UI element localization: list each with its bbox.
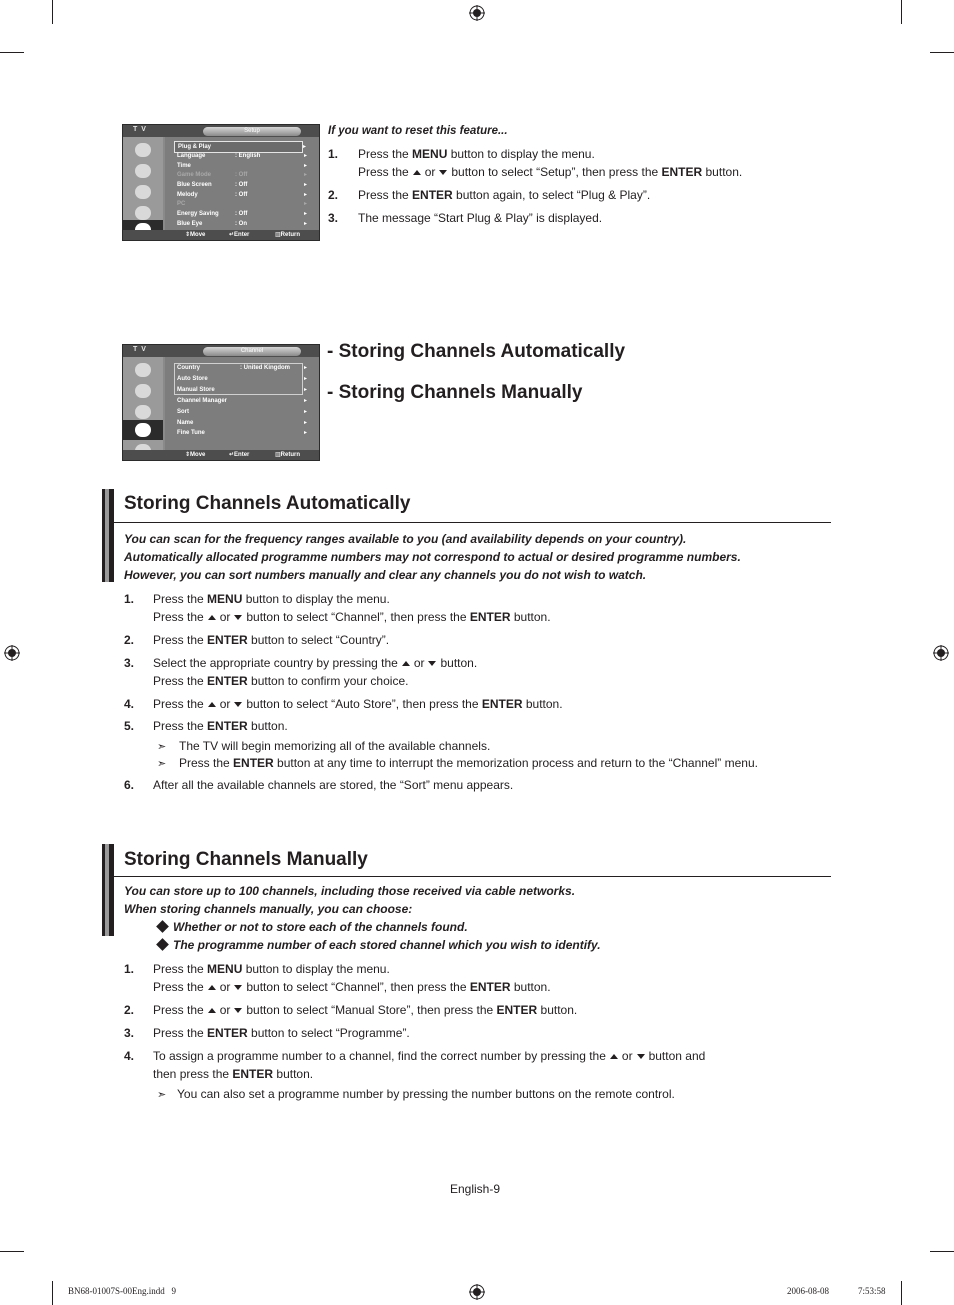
up-arrow-icon [208, 1008, 216, 1013]
menu-list [165, 137, 319, 230]
menu-sidebar [123, 357, 163, 450]
return-hint: Return [280, 452, 301, 458]
registration-mark-icon [469, 1284, 485, 1300]
picture-icon [135, 363, 151, 377]
menu-item: Name ▸ [177, 420, 307, 426]
down-arrow-icon [234, 615, 242, 620]
down-arrow-icon [234, 1008, 242, 1013]
section-bar [102, 844, 114, 936]
registration-mark-icon [469, 5, 485, 21]
menu-list [165, 357, 319, 450]
note-arrow-icon: ➣ [157, 1089, 167, 1101]
manual-bullet: Whether or not to store each of the channels found. [158, 918, 468, 936]
auto-step-3-line-2: Press the ENTER button to confirm your choice. [153, 674, 409, 688]
step-number: 1. [124, 962, 135, 976]
diamond-bullet-icon [156, 938, 169, 951]
menu-item: Time ▸ [177, 163, 307, 169]
menu-item: Country : United Kingdom ▸ [177, 365, 307, 371]
menu-item: PC ▸ [177, 201, 307, 207]
reset-step-2: Press the ENTER button again, to select “Plug & Play”. [358, 188, 651, 202]
up-arrow-icon [208, 615, 216, 620]
menu-item: Sort ▸ [177, 409, 307, 415]
manual-step-3: Press the ENTER button to select “Programme”. [153, 1026, 410, 1040]
crop-mark [52, 1281, 53, 1305]
menu-item: Auto Store ▸ [177, 376, 307, 382]
step-number: 4. [124, 697, 135, 711]
menu-item: Melody : Off ▸ [177, 192, 307, 198]
menu-item: Channel Manager ▸ [177, 398, 307, 404]
down-arrow-icon [234, 702, 242, 707]
step-number: 2. [328, 188, 339, 202]
step-number: 1. [124, 592, 135, 606]
crop-mark [0, 52, 24, 53]
channel-menu-screenshot [122, 344, 320, 461]
channel-icon [135, 405, 151, 419]
step-number: 5. [124, 719, 135, 733]
menu-footer: ⇕ Move ↵ Enter ▥ Return [123, 230, 319, 240]
crop-mark [930, 52, 954, 53]
step-number: 3. [328, 211, 339, 225]
channel-icon [135, 185, 151, 199]
manual-step-2: Press the or button to select “Manual Store”, then press the ENTER button. [153, 1003, 578, 1017]
section-rule [114, 522, 831, 523]
auto-intro: Automatically allocated programme numbers may not correspond to actual or desired programme numbers. [124, 550, 741, 564]
menu-item: Language : English ▸ [177, 153, 307, 159]
auto-note-1: ➣ The TV will begin memorizing all of the available channels. [157, 737, 490, 756]
enter-hint: Enter [234, 232, 250, 238]
note-arrow-icon: ➣ [157, 758, 167, 770]
input-icon [135, 423, 151, 437]
manual-intro: When storing channels manually, you can choose: [124, 902, 413, 916]
return-hint: Return [280, 232, 301, 238]
down-arrow-icon [637, 1054, 645, 1059]
tv-label: T V [133, 126, 147, 133]
menu-item: Energy Saving : Off ▸ [177, 211, 307, 217]
section-title-manual: Storing Channels Manually [124, 849, 368, 870]
up-arrow-icon [610, 1054, 618, 1059]
down-arrow-icon [428, 661, 436, 666]
auto-step-5: Press the ENTER button. [153, 719, 288, 733]
down-arrow-icon [234, 985, 242, 990]
menu-item: Blue Eye : On ▸ [177, 221, 307, 227]
manual-step-1-line-2: Press the or button to select “Channel”, then press the ENTER button. [153, 980, 551, 994]
step-number: 2. [124, 633, 135, 647]
section-bar [102, 489, 114, 582]
manual-bullet: The programme number of each stored channel which you wish to identify. [158, 936, 601, 954]
auto-step-4: Press the or button to select “Auto Store”, then press the ENTER button. [153, 697, 563, 711]
crop-mark [901, 0, 902, 24]
menu-item: Fine Tune ▸ [177, 430, 307, 436]
note-arrow-icon: ➣ [157, 741, 167, 753]
up-arrow-icon [402, 661, 410, 666]
setup-menu-screenshot [122, 124, 320, 241]
menu-item: Manual Store ▸ [177, 387, 307, 393]
heading-auto-store: - Storing Channels Automatically [327, 341, 626, 362]
heading-manual-store: - Storing Channels Manually [327, 382, 583, 403]
menu-sidebar [123, 137, 163, 230]
page-number: English-9 [450, 1182, 501, 1196]
tv-label: T V [133, 346, 147, 353]
menu-title: Channel [203, 347, 301, 356]
auto-note-2: ➣ Press the ENTER button at any time to interrupt the memorization process and return to the “Channel” menu. [157, 754, 758, 773]
up-arrow-icon [208, 702, 216, 707]
manual-step-4-line-1: To assign a programme number to a channel, find the correct number by pressing the or button and [153, 1049, 706, 1063]
menu-item: Blue Screen : Off ▸ [177, 182, 307, 188]
step-number: 2. [124, 1003, 135, 1017]
auto-intro: You can scan for the frequency ranges available to you (and availability depends on your country). [124, 532, 687, 546]
crop-mark [52, 0, 53, 24]
menu-title-bar [123, 125, 319, 137]
registration-mark-icon [4, 645, 20, 661]
up-arrow-icon [208, 985, 216, 990]
crop-mark [930, 1251, 954, 1252]
auto-step-2: Press the ENTER button to select “Country”. [153, 633, 390, 647]
enter-hint: Enter [234, 452, 250, 458]
auto-step-3-line-1: Select the appropriate country by pressing the or button. [153, 656, 478, 670]
manual-step-1-line-1: Press the MENU button to display the menu. [153, 962, 390, 976]
up-arrow-icon [413, 170, 421, 175]
step-number: 3. [124, 1026, 135, 1040]
crop-mark [901, 1281, 902, 1305]
menu-title: Setup [203, 127, 301, 136]
step-number: 1. [328, 147, 339, 161]
manual-intro: You can store up to 100 channels, including those received via cable networks. [124, 884, 576, 898]
menu-title-bar [123, 345, 319, 357]
move-hint: Move [190, 232, 206, 238]
auto-intro: However, you can sort numbers manually and clear any channels you do not wish to watch. [124, 568, 647, 582]
manual-note-1: ➣ You can also set a programme number by pressing the number buttons on the remote control. [157, 1085, 675, 1104]
footer-date: 2006-08-08 [787, 1286, 829, 1296]
sound-icon [135, 164, 151, 178]
menu-item: Plug & Play ▸ [174, 141, 303, 153]
manual-step-4-line-2: then press the ENTER button. [153, 1067, 314, 1081]
down-arrow-icon [439, 170, 447, 175]
sound-icon [135, 384, 151, 398]
menu-footer: ⇕ Move ↵ Enter ▥ Return [123, 450, 319, 460]
step-number: 3. [124, 656, 135, 670]
reset-step-1-line-2: Press the or button to select “Setup”, then press the ENTER button. [358, 165, 743, 179]
move-hint: Move [190, 452, 206, 458]
auto-step-6: After all the available channels are stored, the “Sort” menu appears. [153, 778, 514, 792]
step-number: 6. [124, 778, 135, 792]
picture-icon [135, 143, 151, 157]
auto-step-1-line-2: Press the or button to select “Channel”, then press the ENTER button. [153, 610, 551, 624]
reset-step-3: The message “Start Plug & Play” is displayed. [358, 211, 603, 225]
diamond-bullet-icon [156, 920, 169, 933]
crop-mark [0, 1251, 24, 1252]
reset-step-1-line-1: Press the MENU button to display the menu. [358, 147, 595, 161]
menu-item: Game Mode : Off ▸ [177, 172, 307, 178]
footer-file-name: BN68-01007S-00Eng.indd 9 [68, 1286, 176, 1296]
step-number: 4. [124, 1049, 135, 1063]
reset-heading: If you want to reset this feature... [328, 125, 508, 137]
auto-step-1-line-1: Press the MENU button to display the menu. [153, 592, 390, 606]
footer-time: 7:53:58 [858, 1286, 886, 1296]
section-title-auto: Storing Channels Automatically [124, 493, 411, 514]
section-rule [114, 876, 831, 877]
registration-mark-icon [933, 645, 949, 661]
input-icon [135, 206, 151, 220]
